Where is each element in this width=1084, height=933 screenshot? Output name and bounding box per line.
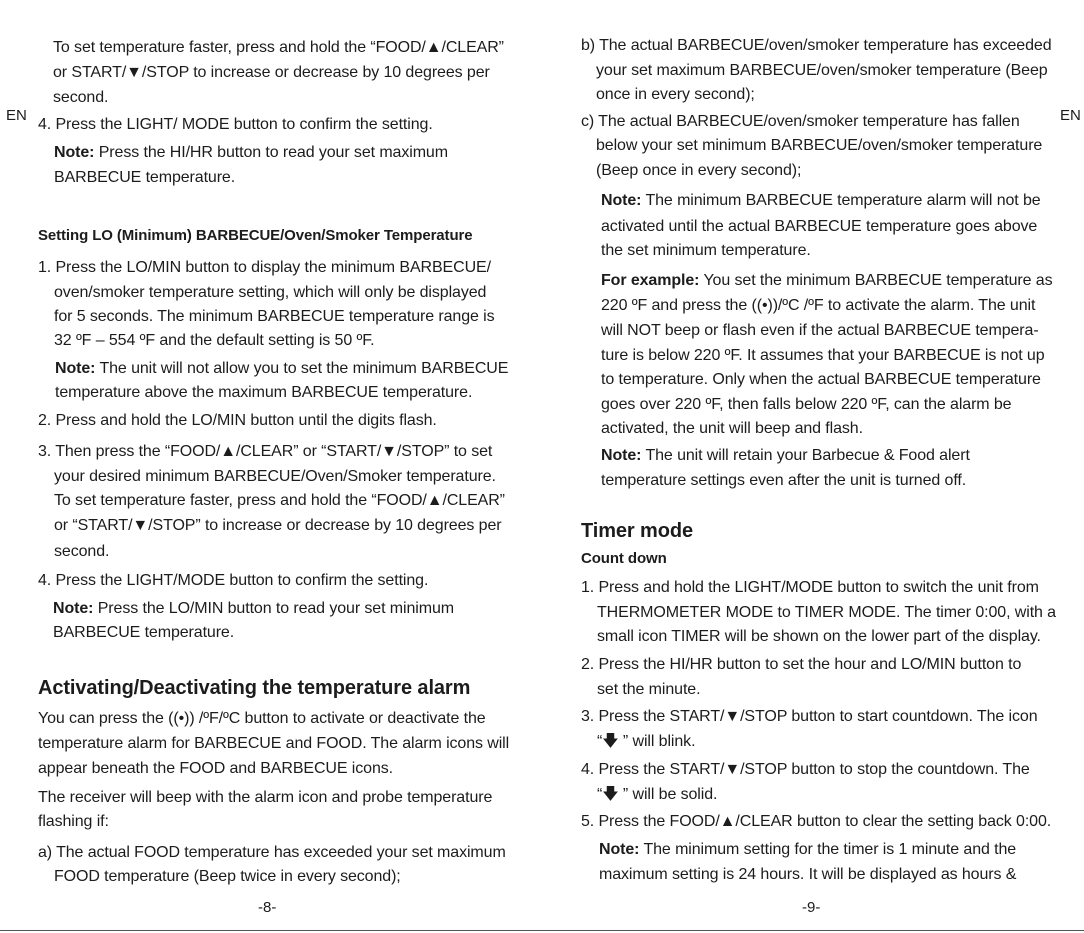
step-line: small icon TIMER will be shown on the lower part of the display. [597,628,1041,645]
note-text: The minimum BARBECUE temperature alarm will not be [641,192,1041,209]
step-line: “🡇 ” will be solid. [597,786,718,803]
section-heading-timer: Timer mode [581,520,693,542]
step-line: 2. Press and hold the LO/MIN button until the digits flash. [38,412,437,429]
step-line: To set temperature faster, press and hold the “FOOD/▲/CLEAR” [54,492,505,509]
note-label: Note: [55,360,96,377]
page-bottom-rule [0,930,1084,931]
note-label: Note: [601,192,642,209]
page-number-left: -8- [258,899,277,916]
step-line: for 5 seconds. The minimum BARBECUE temperature range is [54,308,495,325]
text-line: a) The actual FOOD temperature has exceeded your set maximum [38,844,506,861]
note-line [53,599,454,619]
example-line: ture is below 220 ºF. It assumes that your BARBECUE is not up [601,347,1045,364]
subheading-countdown: Count down [581,550,667,567]
step-line: 1. Press the LO/MIN button to display the minimum BARBECUE/ [38,259,491,276]
step-line: oven/smoker temperature setting, which will only be displayed [54,284,487,301]
note-line [54,143,448,163]
text-line: FOOD temperature (Beep twice in every second); [54,868,401,885]
text-line: The receiver will beep with the alarm icon and probe temperature [38,789,493,806]
text-line: below your set minimum BARBECUE/oven/smoker temperature [596,137,1043,154]
text-line: c) The actual BARBECUE/oven/smoker temperature has fallen [581,113,1020,130]
note-text: The unit will retain your Barbecue & Food alert [641,447,970,464]
step-line: 4. Press the LIGHT/ MODE button to confirm the setting. [38,116,433,133]
step-line: 3. Then press the “FOOD/▲/CLEAR” or “START/▼/STOP” to set [38,443,493,460]
step-line: 5. Press the FOOD/▲/CLEAR button to clear the setting back 0:00. [581,813,1052,830]
note-line [55,359,508,379]
note-text: Press the HI/HR button to read your set maximum [94,144,448,161]
step-line: 32 ºF – 554 ºF and the default setting is 50 ºF. [54,332,375,349]
step-line: 2. Press the HI/HR button to set the hour and LO/MIN button to [581,656,1022,673]
text-line: appear beneath the FOOD and BARBECUE icons. [38,760,394,777]
step-line: 4. Press the START/▼/STOP button to stop the countdown. The [581,761,1030,778]
note-line: temperature above the maximum BARBECUE temperature. [55,384,473,401]
note-line: maximum setting is 24 hours. It will be displayed as hours & [599,866,1017,883]
text-line: your set maximum BARBECUE/oven/smoker temperature (Beep [596,62,1048,79]
step-line: or “START/▼/STOP” to increase or decrease by 10 degrees per [54,517,502,534]
example-line: 220 ºF and press the ((•))/ºC /ºF to activate the alarm. The unit [601,297,1036,314]
text-line: flashing if: [38,813,109,830]
note-label: Note: [599,841,640,858]
note-line: activated until the actual BARBECUE temperature goes above [601,218,1038,235]
note-label: Note: [54,144,95,161]
step-line: your desired minimum BARBECUE/Oven/Smoker temperature. [54,468,496,485]
note-text: The unit will not allow you to set the minimum BARBECUE [95,360,509,377]
example-line: goes over 220 ºF, then falls below 220 ºF, can the alarm be [601,396,1012,413]
text-line: temperature alarm for BARBECUE and FOOD. The alarm icons will [38,735,510,752]
example-line: to temperature. Only when the actual BARBECUE temperature [601,371,1041,388]
example-label: For example: [601,272,700,289]
example-line: activated, the unit will beep and flash. [601,420,863,437]
text-line: or START/▼/STOP to increase or decrease by 10 degrees per [53,64,490,81]
note-line [599,840,1016,860]
step-line: THERMOMETER MODE to TIMER MODE. The timer 0:00, with a [597,604,1056,621]
step-line: set the minute. [597,681,701,698]
language-tag-left: EN [6,107,27,124]
step-line: “🡇 ” will blink. [597,733,696,750]
note-line [601,191,1041,211]
note-line: BARBECUE temperature. [54,169,236,186]
text-line: To set temperature faster, press and hold the “FOOD/▲/CLEAR” [53,39,504,56]
text-line: b) The actual BARBECUE/oven/smoker temperature has exceeded [581,37,1052,54]
page-number-right: -9- [802,899,821,916]
text-line: once in every second); [596,86,755,103]
section-heading-alarm: Activating/Deactivating the temperature alarm [38,677,471,699]
note-text: Press the LO/MIN button to read your set minimum [93,600,454,617]
text-line: second. [53,89,109,106]
note-line: BARBECUE temperature. [53,624,235,641]
step-line: second. [54,543,110,560]
text-line: You can press the ((•)) /ºF/ºC button to activate or deactivate the [38,710,486,727]
note-line: the set minimum temperature. [601,242,811,259]
step-line: 3. Press the START/▼/STOP button to start countdown. The icon [581,708,1038,725]
note-text: The minimum setting for the timer is 1 minute and the [639,841,1017,858]
text-line: (Beep once in every second); [596,162,802,179]
note-line: temperature settings even after the unit is turned off. [601,472,967,489]
language-tag-right: EN [1060,107,1081,124]
step-line: 1. Press and hold the LIGHT/MODE button to switch the unit from [581,579,1039,596]
note-label: Note: [601,447,642,464]
note-label: Note: [53,600,94,617]
note-line [601,446,970,466]
example-text: You set the minimum BARBECUE temperature as [699,272,1053,289]
example-line: will NOT beep or flash even if the actual BARBECUE tempera- [601,322,1039,339]
example-line [601,271,1052,291]
step-line: 4. Press the LIGHT/MODE button to confirm the setting. [38,572,429,589]
section-heading-lo: Setting LO (Minimum) BARBECUE/Oven/Smoker Temperature [38,227,473,244]
